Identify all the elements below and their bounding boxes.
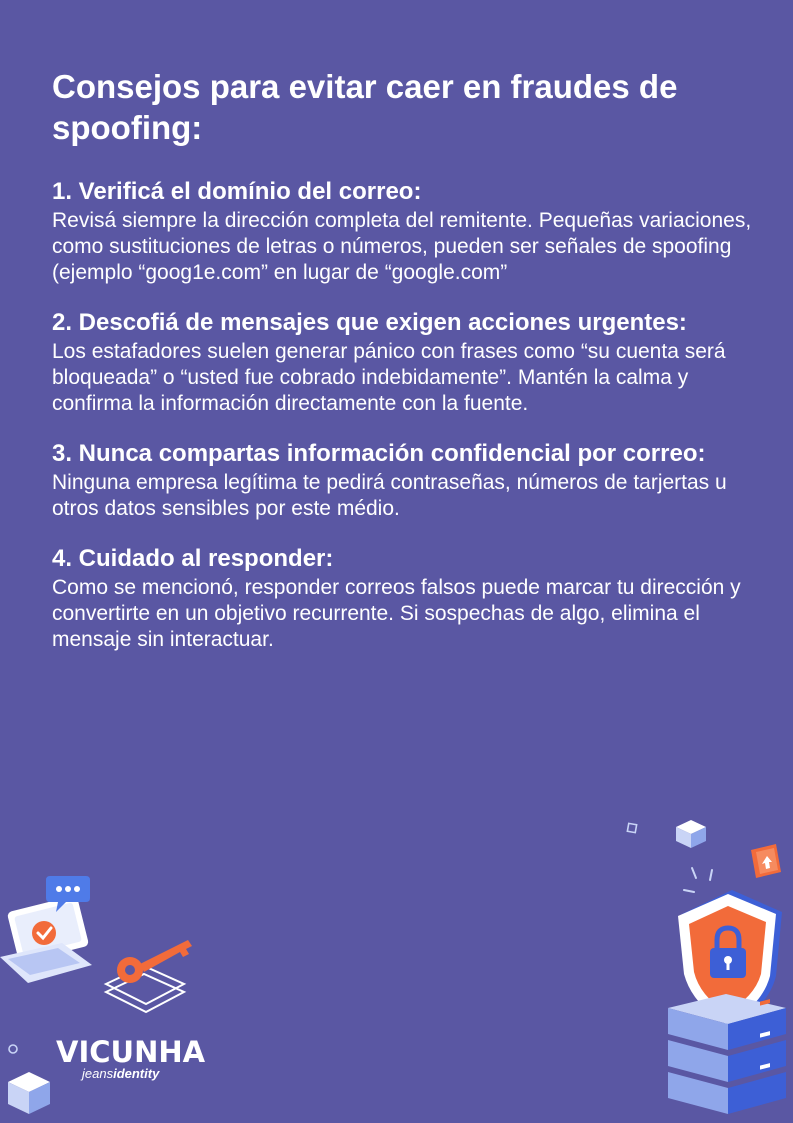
cube-icon	[4, 1070, 54, 1116]
tip-body: Como se mencionó, responder correos falsos puede marcar tu dirección y convertirte en un objetivo recurrente. Si sospechas de algo, elimina el mensaje sin interactuar.	[52, 576, 741, 651]
tip-item	[52, 440, 752, 522]
tip-heading: 4. Cuidado al responder:	[52, 545, 334, 572]
page-title: Consejos para evitar caer en fraudes de spoofing:	[52, 68, 678, 146]
tip-heading: 3. Nunca compartas información confidencial por correo:	[52, 440, 706, 467]
tip-body: Los estafadores suelen generar pánico con frases como “su cuenta será bloqueada” o “usted fue cobrado indebidamente”. Mantén la calma y confirma la información directamente con la fuente.	[52, 340, 726, 415]
tip-body: Revisá siempre la dirección completa del remitente. Pequeñas variaciones, como sustituciones de letras o números, pueden ser señales de spoofing (ejemplo “goog1e.com” en lugar de “google.com”	[52, 209, 752, 284]
tip-heading: 2. Descofiá de mensajes que exigen acciones urgentes:	[52, 309, 687, 336]
circle-outline-icon	[6, 1042, 20, 1056]
tips-list	[52, 178, 752, 676]
server-stack-icon	[662, 994, 793, 1123]
brand-tagline-prefix: jeans	[82, 1066, 114, 1081]
tip-body: Ninguna empresa legítima te pedirá contraseñas, números de tarjertas u otros datos sensibles por este médio.	[52, 471, 727, 520]
brand-name: VICUNHA	[56, 1035, 206, 1069]
tip-item	[52, 178, 752, 286]
tip-heading: 1. Verificá el domínio del correo:	[52, 178, 422, 205]
brand-logo	[56, 1036, 205, 1081]
square-outline-icon	[626, 822, 638, 834]
chat-bubble-icon	[44, 872, 92, 916]
key-icon	[100, 932, 200, 1014]
cube-icon	[674, 818, 708, 850]
tip-item	[52, 309, 752, 417]
upload-folder-icon	[748, 842, 784, 880]
tip-item	[52, 545, 752, 653]
brand-tagline-bold: identity	[113, 1066, 160, 1081]
